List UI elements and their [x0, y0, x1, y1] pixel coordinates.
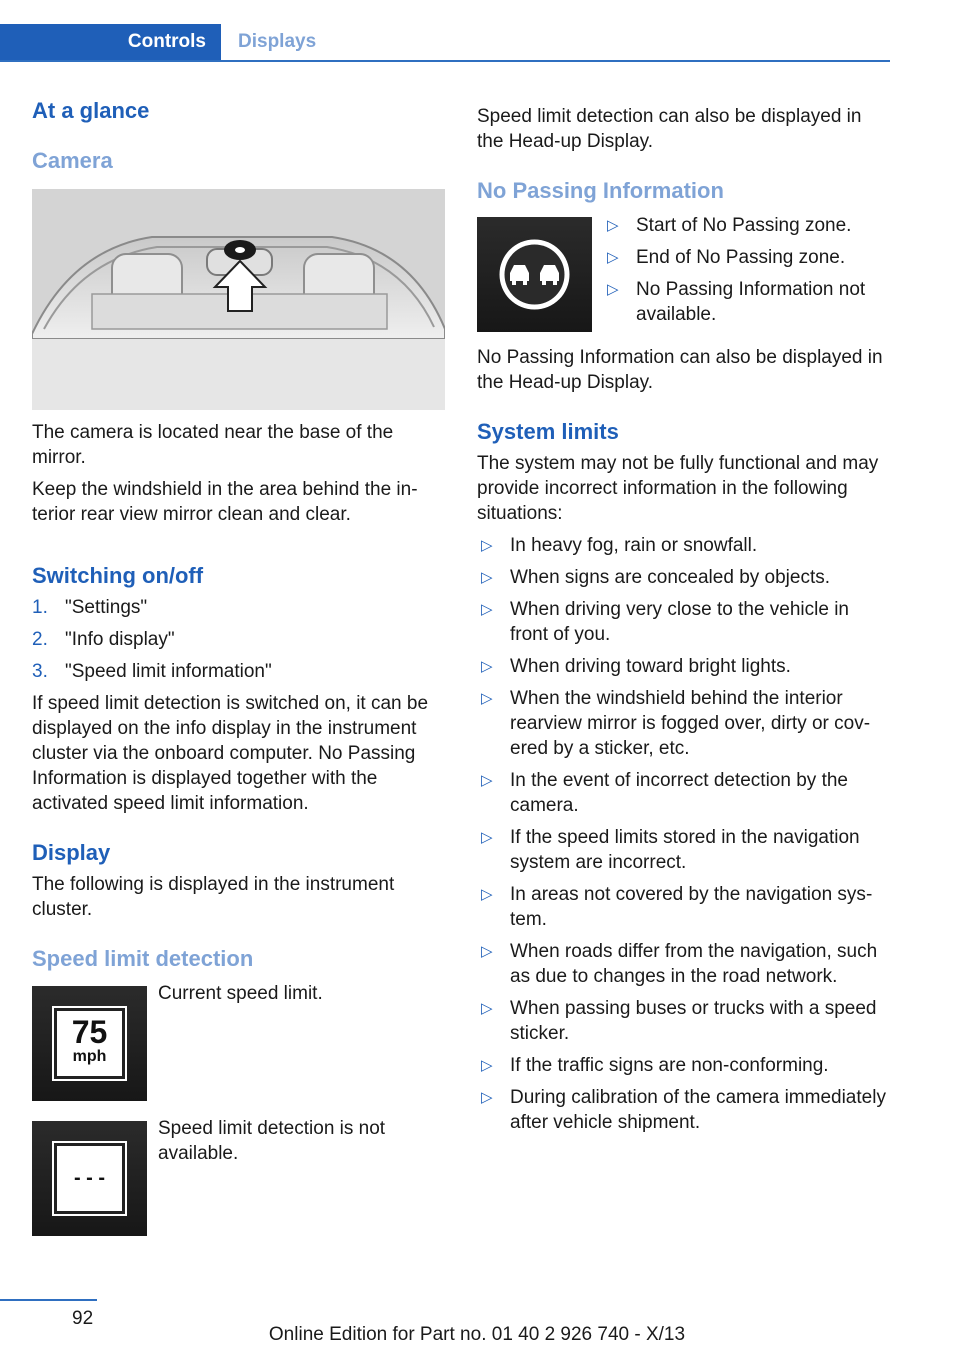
edition-footer: Online Edition for Part no. 01 40 2 926 740 - X/13 — [268, 1324, 686, 1345]
list-item: ▷ In the event of incorrect detection by the camera. — [481, 770, 848, 816]
tab-controls[interactable]: Controls — [0, 24, 221, 60]
triangle-bullet-icon: ▷ — [481, 601, 493, 618]
unavailable-sign-description: Speed limit detection is not available. — [158, 1118, 386, 1164]
system-limits-intro: The system may not be fully functional and may provide incorrect information in the following situations: — [477, 453, 879, 524]
list-item: ▷ Start of No Passing zone. — [607, 215, 852, 236]
steps-list — [32, 595, 445, 684]
camera-description: The camera is located near the base of the mirror. — [32, 422, 394, 468]
triangle-bullet-icon: ▷ — [481, 943, 493, 960]
switching-heading: Switching on/off — [32, 563, 204, 588]
list-item: ▷ In areas not covered by the navigation system. — [481, 884, 873, 930]
triangle-bullet-icon: ▷ — [607, 281, 619, 298]
speed-sign-row — [32, 983, 445, 1104]
page-number: 92 — [72, 1308, 94, 1329]
triangle-bullet-icon: ▷ — [481, 1089, 493, 1106]
triangle-bullet-icon: ▷ — [481, 886, 493, 903]
no-passing-heading: No Passing Information — [477, 178, 724, 203]
speed-value: 75 — [71, 1014, 108, 1050]
switching-description: If speed limit detection is switched on, it can be displayed on the info display in the instrument cluster via the onboard computer. No Passing Information is displayed together with the activated speed limit information. — [32, 693, 429, 814]
system-limits-list — [477, 533, 889, 1135]
at-a-glance-heading: At a glance — [32, 98, 150, 123]
list-item: ▷ When driving toward bright lights. — [481, 656, 791, 677]
display-description: The following is displayed in the instrument cluster. — [32, 874, 395, 920]
list-item: ▷ When roads differ from the navigation, such as due to changes in the road network. — [481, 941, 878, 987]
header-tabbar — [0, 24, 890, 62]
triangle-bullet-icon: ▷ — [481, 569, 493, 586]
triangle-bullet-icon: ▷ — [481, 772, 493, 789]
hud-note: Speed limit detection can also be displayed in the Head-up Display. — [477, 106, 862, 152]
footer-rule — [0, 1299, 97, 1301]
triangle-bullet-icon: ▷ — [481, 1057, 493, 1074]
car-interior-illustration — [32, 189, 445, 410]
camera-image — [32, 189, 445, 410]
speed-limit-sign-icon — [32, 986, 147, 1101]
list-item: 3. "Speed limit information" — [32, 661, 272, 682]
no-passing-sign-icon — [477, 217, 592, 332]
right-column — [477, 104, 889, 1142]
unavailable-dashes: - - - — [73, 1167, 106, 1189]
list-item: ▷ If the traffic signs are non-conforming. — [481, 1055, 829, 1076]
no-passing-hud-note: No Passing Information can also be displayed in the Head-up Display. — [477, 347, 883, 393]
triangle-bullet-icon: ▷ — [481, 1000, 493, 1017]
unavailable-sign-row — [32, 1118, 445, 1239]
list-item: ▷ When the windshield behind the interior rearview mirror is fogged over, dirty or covered by a sticker, etc. — [481, 688, 871, 759]
display-heading: Display — [32, 840, 111, 865]
list-item: ▷ When signs are concealed by objects. — [481, 567, 831, 588]
speed-limit-detection-heading: Speed limit detection — [32, 946, 254, 971]
triangle-bullet-icon: ▷ — [481, 658, 493, 675]
list-item: ▷ No Passing Information not available. — [607, 279, 866, 325]
triangle-bullet-icon: ▷ — [607, 217, 619, 234]
list-item: ▷ End of No Passing zone. — [607, 247, 846, 268]
system-limits-heading: System limits — [477, 419, 619, 444]
no-passing-block — [477, 217, 889, 335]
speed-sign-description: Current speed limit. — [158, 983, 323, 1004]
no-passing-list — [603, 213, 889, 334]
triangle-bullet-icon: ▷ — [607, 249, 619, 266]
speed-unavailable-icon — [32, 1121, 147, 1236]
left-column — [32, 98, 445, 1239]
camera-care-note: Keep the windshield in the area behind the interior rear view mirror clean and clear. — [32, 479, 418, 525]
list-item: ▷ During calibration of the camera immediately after vehicle shipment. — [481, 1087, 886, 1133]
list-item: ▷ If the speed limits stored in the navigation system are incorrect. — [481, 827, 860, 873]
list-item: 2. "Info display" — [32, 629, 175, 650]
triangle-bullet-icon: ▷ — [481, 690, 493, 707]
camera-heading: Camera — [32, 148, 113, 173]
triangle-bullet-icon: ▷ — [481, 829, 493, 846]
list-item: 1. "Settings" — [32, 597, 148, 618]
list-item: ▷ In heavy fog, rain or snowfall. — [481, 535, 758, 556]
triangle-bullet-icon: ▷ — [481, 537, 493, 554]
list-item: ▷ When driving very close to the vehicle in front of you. — [481, 599, 849, 645]
list-item: ▷ When passing buses or trucks with a speed sticker. — [481, 998, 877, 1044]
speed-unit: mph — [72, 1048, 107, 1065]
tab-displays[interactable]: Displays — [238, 31, 317, 52]
